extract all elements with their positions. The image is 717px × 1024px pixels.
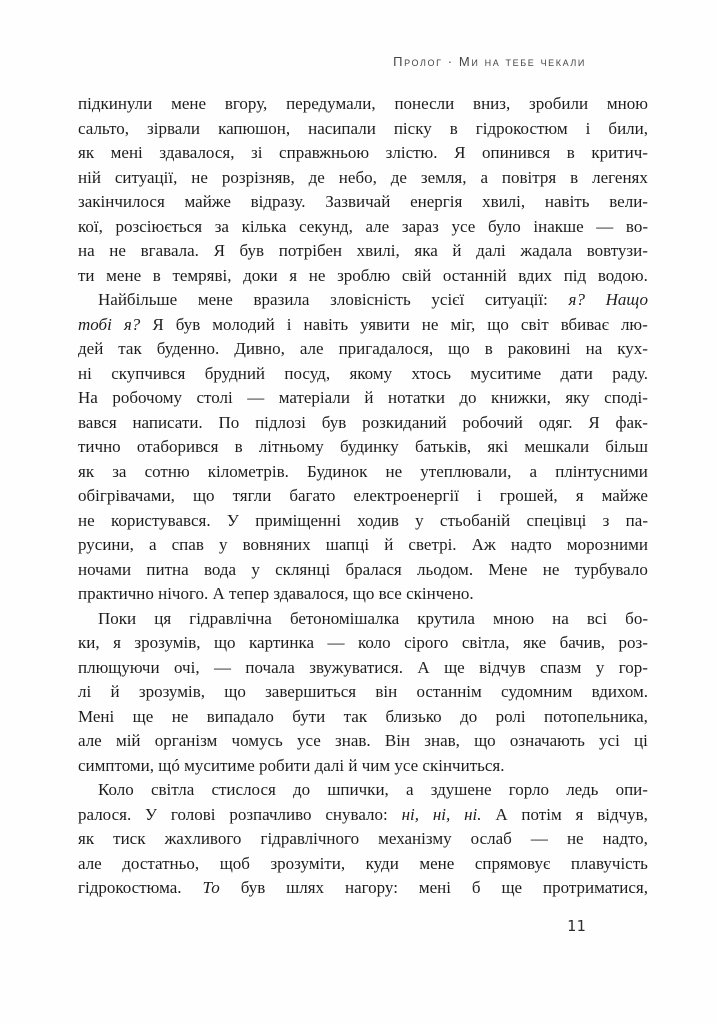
paragraph <box>78 778 648 901</box>
text-line: не користувався. У приміщенні ходив у стьобаній спецівці з па- <box>78 510 648 530</box>
body-text <box>78 92 648 901</box>
text-line: Коло світла стислося до шпички, а здушене горло ледь опи- <box>98 780 648 799</box>
text-line: гідрокостюма. То був шлях нагору: мені б ще протриматися, <box>78 878 648 897</box>
text-line: закінчилося майже відразу. Зазвичай енергія хвилі, навіть вели- <box>78 192 648 211</box>
text-line: дей так буденно. Дивно, але пригадалося, що в раковині на кух- <box>78 339 648 358</box>
text-line: лі й зрозумів, що завершиться він останнім судомним вдихом. <box>78 682 648 701</box>
paragraph <box>78 288 648 607</box>
text-line: Найбільше мене вразила зловісність усієї ситуації: я? Нащо <box>98 290 648 309</box>
text-line: На робочому столі — матеріали й нотатки до книжки, яку споді- <box>78 388 648 407</box>
text-line: ні скупчився брудний посуд, якому хтось муситиме дати раду. <box>78 363 648 383</box>
text-line: кої, розсіюється за кілька секунд, але зараз усе було інакше — во- <box>78 216 648 236</box>
text-line: але достатньо, щоб зрозуміти, куди мене спрямовує плавучість <box>78 853 648 873</box>
text-line: тобі я? Я був молодий і навіть уявити не міг, що світ вбиває лю- <box>78 314 648 334</box>
text-line: на не вгавала. Я був потрібен хвилі, яка й далі жадала вовтузи- <box>78 241 648 260</box>
text-line: ній ситуації, не розрізняв, де небо, де земля, а повітря в легенях <box>78 167 648 187</box>
text-line: русини, а спав у вовняних шапці й светрі. Аж надто морозними <box>78 535 648 554</box>
text-line: тично отаборився в літньому будинку батьків, які мешкали більш <box>78 437 648 456</box>
text-line: підкинули мене вгору, передумали, понесли вниз, зробили мною <box>78 94 648 113</box>
text-line: ки, я зрозумів, що картинка — коло сірого світла, яке бачив, роз- <box>78 633 648 652</box>
text-line: Поки ця гідравлічна бетономішалка крутила мною на всі бо- <box>98 608 648 628</box>
text-line: ти мене в темряві, доки я не зроблю свій останній вдих під водою. <box>78 265 648 285</box>
text-line: плющуючи очі, — почала звужуватися. А ще відчув спазм у гор- <box>78 657 648 677</box>
text-line: але мій організм чомусь усе знав. Він знав, що означають усі ці <box>78 731 648 750</box>
text-line: обігрівачами, що тягли багато електроенергії і грошей, я майже <box>78 486 648 505</box>
running-header: Пролог · Ми на тебе чекали <box>393 54 586 69</box>
text-line: як мені здавалося, зі справжньою злістю. Я опинився в критич- <box>78 143 648 162</box>
text-line: симптоми, щó муситиме робити далі й чим усе скінчиться. <box>78 755 505 775</box>
paragraph <box>78 92 648 288</box>
text-line: ралося. У голові розпачливо снувало: ні, ні, ні. А потім я відчув, <box>78 804 648 824</box>
text-line: як за сотню кілометрів. Будинок не утеплювали, а плінтусними <box>78 461 648 481</box>
paragraph <box>78 607 648 779</box>
text-line: ночами питна вода у склянці бралася льодом. Мене не турбувало <box>78 559 648 579</box>
text-line: сальто, зірвали капюшон, насипали піску в гідрокостюм і били, <box>78 118 648 138</box>
text-line: вався написати. По підлозі був розкиданий робочий одяг. Я фак- <box>78 412 648 432</box>
text-line: практично нічого. А тепер здавалося, що все скінчено. <box>78 584 474 603</box>
text-line: Мені ще не випадало бути так близько до ролі потопельника, <box>78 706 648 726</box>
text-line: як тиск жахливого гідравлічного механізму ослаб — не надто, <box>78 829 648 848</box>
page-number: 11 <box>566 917 586 935</box>
